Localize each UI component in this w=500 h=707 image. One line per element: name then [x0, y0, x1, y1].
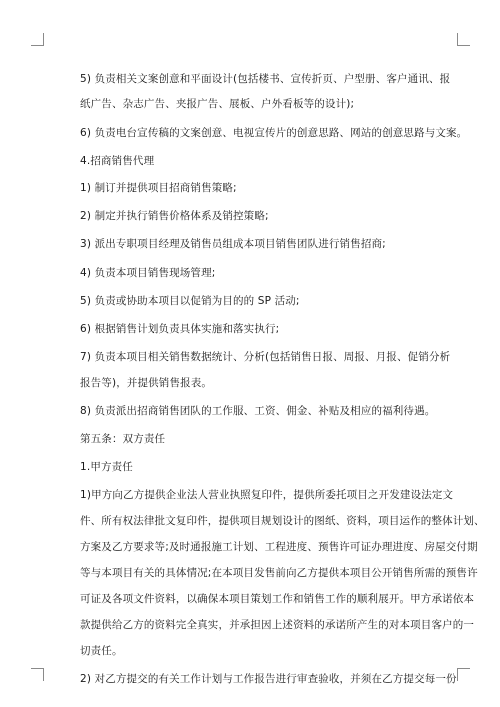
text-line: 2) 制定并执行销售价格体系及销控策略; — [80, 210, 269, 222]
text-line: 5) 负责相关文案创意和平面设计(包括楼书、宣传折页、户型册、客户通讯、报 — [80, 73, 451, 85]
text-line: 1)甲方向乙方提供企业法人营业执照复印件，提供所委托项目之开发建设法定文 — [80, 489, 454, 501]
text-line: 6) 负责电台宣传稿的文案创意、电视宣传片的创意思路、网站的创意思路与文案。 — [80, 127, 468, 139]
text-line: 5) 负责或协助本项目以促销为目的的 SP 活动; — [80, 295, 300, 307]
crop-mark-bottom-left — [31, 668, 44, 681]
text-line: 件、所有权法律批文复印件，提供项目规划设计的图纸、资料，项目运作的整体计划、 — [80, 515, 485, 527]
text-line: 1) 制订并提供项目招商销售策略; — [80, 182, 237, 194]
crop-mark-top-right — [457, 33, 470, 46]
section-heading: 1.甲方责任 — [80, 461, 133, 473]
crop-mark-top-left — [31, 33, 44, 46]
text-line: 方案及乙方要求等;及时通报施工计划、工程进度、预售许可证办理进度、房屋交付期 — [80, 541, 478, 553]
text-line: 2) 对乙方提交的有关工作计划与工作报告进行审查验收，并须在乙方提交每一份 — [80, 673, 457, 685]
text-line: 4) 负责本项目销售现场管理; — [80, 267, 216, 279]
text-line: 纸广告、杂志广告、夹报广告、展板、户外看板等的设计); — [80, 98, 355, 110]
text-line: 6) 根据销售计划负责具体实施和落实执行; — [80, 323, 280, 335]
text-line: 切责任。 — [80, 645, 123, 657]
text-line: 8) 负责派出招商销售团队的工作服、工资、佣金、补贴及相应的福利待遇。 — [80, 405, 436, 417]
text-line: 3) 派出专职项目经理及销售员组成本项目销售团队进行销售招商; — [80, 238, 386, 250]
text-line: 款提供给乙方的资料完全真实，并承担因上述资料的承诺所产生的对本项目客户的一 — [80, 619, 475, 631]
crop-mark-bottom-right — [457, 668, 470, 681]
text-line: 等与本项目有关的具体情况;在本项目发售前向乙方提供本项目公开销售所需的预售许 — [80, 567, 478, 579]
article-heading: 第五条：双方责任 — [80, 433, 166, 445]
text-line: 报告等)，并提供销售报表。 — [80, 377, 213, 389]
text-line: 7) 负责本项目相关销售数据统计、分析(包括销售日报、周报、月报、促销分析 — [80, 351, 451, 363]
section-heading: 4.招商销售代理 — [80, 155, 155, 167]
text-line: 可证及各项文件资料，以确保本项目策划工作和销售工作的顺利展开。甲方承诺依本 — [80, 593, 475, 605]
